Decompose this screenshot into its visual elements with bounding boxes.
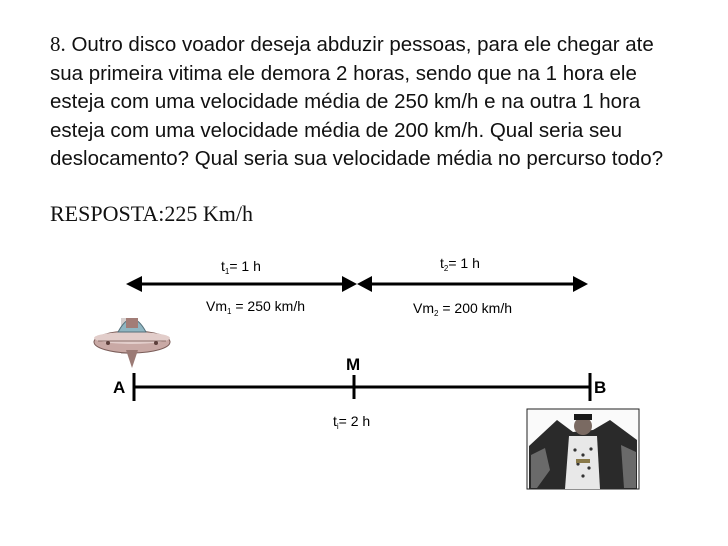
- vm2-label: [413, 300, 512, 318]
- total-time-label: [333, 413, 370, 431]
- t2-value: = 1 h: [448, 255, 480, 271]
- vm2-value: = 200 km/h: [438, 300, 512, 316]
- t2-label: [440, 255, 480, 273]
- vm1-value: = 250 km/h: [231, 298, 305, 314]
- vm2-symbol: Vm: [413, 300, 434, 316]
- vm2-subscript: 2: [434, 309, 439, 318]
- total-time-subscript: i: [336, 422, 339, 431]
- vm1-label: [206, 298, 305, 316]
- t1-label: [221, 258, 261, 276]
- total-time-symbol: t: [333, 413, 337, 429]
- point-b-label: B: [594, 378, 607, 397]
- total-time-value: = 2 h: [338, 413, 371, 429]
- t1-value: = 1 h: [229, 258, 261, 274]
- t1-symbol: t: [221, 258, 225, 274]
- t2-symbol: t: [440, 255, 444, 271]
- t2-subscript: 2: [443, 264, 449, 273]
- point-a-label: A: [113, 378, 126, 397]
- interval-1-arrow: [126, 276, 357, 292]
- path-line: [134, 373, 590, 401]
- question-body: Outro disco voador deseja abduzir pessoas, para ele chegar ate sua primeira vitima ele demora 2 horas, sendo que na 1 hora ele esteja com uma velocidade média de 250 km/h e na outra 1 hora esteja com uma velocidade média de 200 km/h. Qual seria seu deslocamento? Qual seria sua velocidade média no percurso todo?: [50, 33, 664, 170]
- question-number: 8.: [50, 32, 66, 56]
- t1-subscript: 1: [224, 267, 230, 276]
- person-photo: [527, 409, 639, 489]
- answer-text: RESPOSTA:225 Km/h: [50, 201, 253, 226]
- point-m-label: M: [346, 355, 361, 374]
- vm1-symbol: Vm: [206, 298, 227, 314]
- ufo-image: [94, 318, 170, 368]
- interval-2-arrow: [357, 276, 588, 292]
- vm1-subscript: 1: [227, 307, 232, 316]
